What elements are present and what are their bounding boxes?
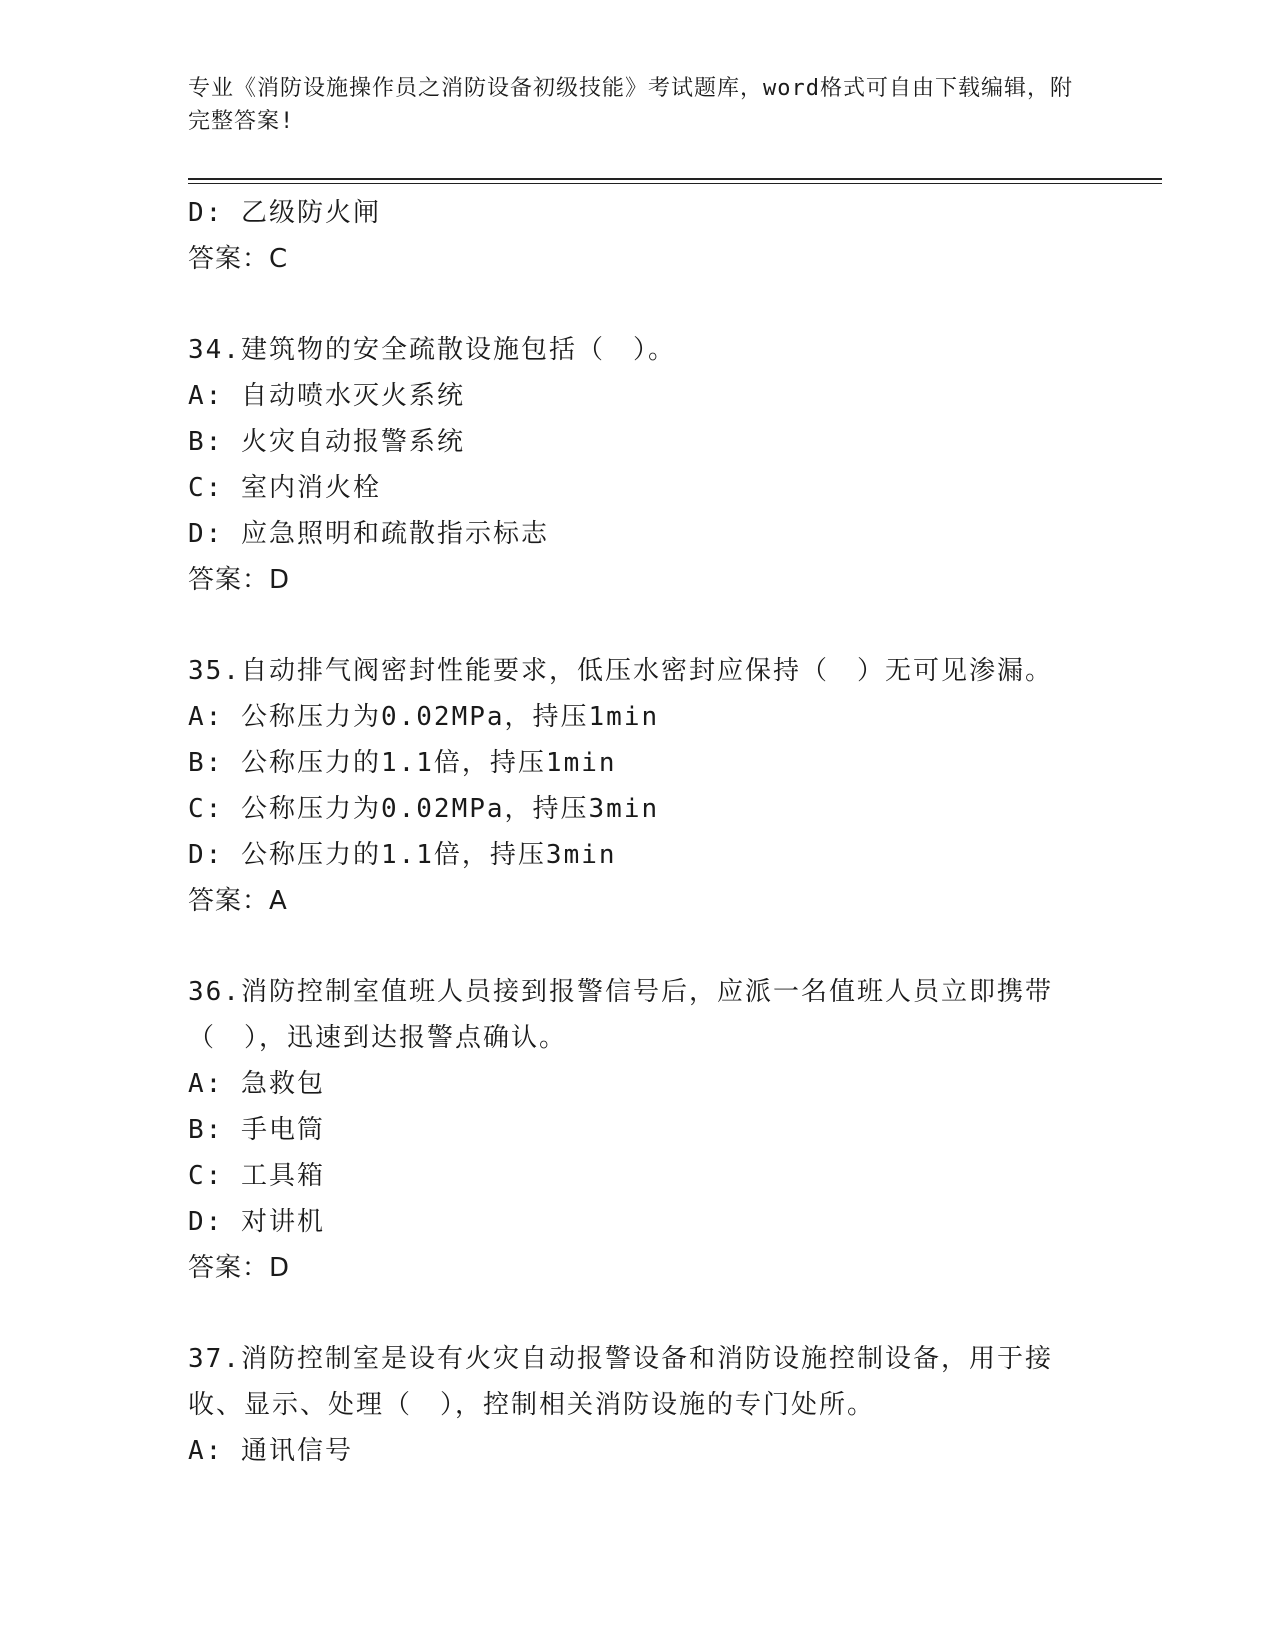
- question-stem-line-2: 收、显示、处理（ ），控制相关消防设施的专门处所。: [188, 1390, 876, 1420]
- question-content: [188, 190, 1088, 1474]
- spacer: [188, 282, 1088, 327]
- option-b: B: 公称压力的1.1倍，持压1min: [188, 748, 617, 778]
- option-d: D: 对讲机: [188, 1207, 325, 1237]
- question-stem: 34.建筑物的安全疏散设施包括（ ）。: [188, 335, 676, 365]
- header-divider-thick: [188, 178, 1162, 180]
- option-d: D: 应急照明和疏散指示标志: [188, 519, 549, 549]
- option-d: D: 公称压力的1.1倍，持压3min: [188, 840, 617, 870]
- document-title: 专业《消防设施操作员之消防设备初级技能》考试题库，word格式可自由下载编辑，附完整答案!: [188, 76, 1073, 134]
- document-header: [188, 72, 1078, 138]
- spacer: [188, 924, 1088, 969]
- question-stem-line-1: 37.消防控制室是设有火灾自动报警设备和消防设施控制设备，用于接: [188, 1344, 1053, 1374]
- question-36: [188, 969, 1088, 1291]
- option-a: A: 公称压力为0.02MPa，持压1min: [188, 702, 660, 732]
- answer-line: 答案：A: [188, 886, 288, 916]
- answer-line: 答案：D: [188, 1253, 291, 1283]
- question-stem: 35.自动排气阀密封性能要求，低压水密封应保持（ ）无可见渗漏。: [188, 656, 1053, 686]
- answer-line: 答案：D: [188, 565, 291, 595]
- question-stem-line-1: 36.消防控制室值班人员接到报警信号后，应派一名值班人员立即携带: [188, 977, 1053, 1007]
- option-c: C: 工具箱: [188, 1161, 325, 1191]
- answer-line: 答案：C: [188, 244, 289, 274]
- option-c: C: 室内消火栓: [188, 473, 381, 503]
- option-b: B: 手电筒: [188, 1115, 325, 1145]
- option-a: A: 自动喷水灭火系统: [188, 381, 465, 411]
- header-divider-thin: [188, 183, 1162, 184]
- option-c: C: 公称压力为0.02MPa，持压3min: [188, 794, 660, 824]
- spacer: [188, 603, 1088, 648]
- option-a: A: 通讯信号: [188, 1436, 353, 1466]
- option-a: A: 急救包: [188, 1069, 325, 1099]
- spacer: [188, 1291, 1088, 1336]
- question-35: [188, 648, 1088, 924]
- question-34: [188, 327, 1088, 603]
- option-b: B: 火灾自动报警系统: [188, 427, 465, 457]
- question-stem-line-2: （ ），迅速到达报警点确认。: [188, 1023, 568, 1053]
- option-d: D: 乙级防火闸: [188, 198, 381, 228]
- question-37: [188, 1336, 1088, 1474]
